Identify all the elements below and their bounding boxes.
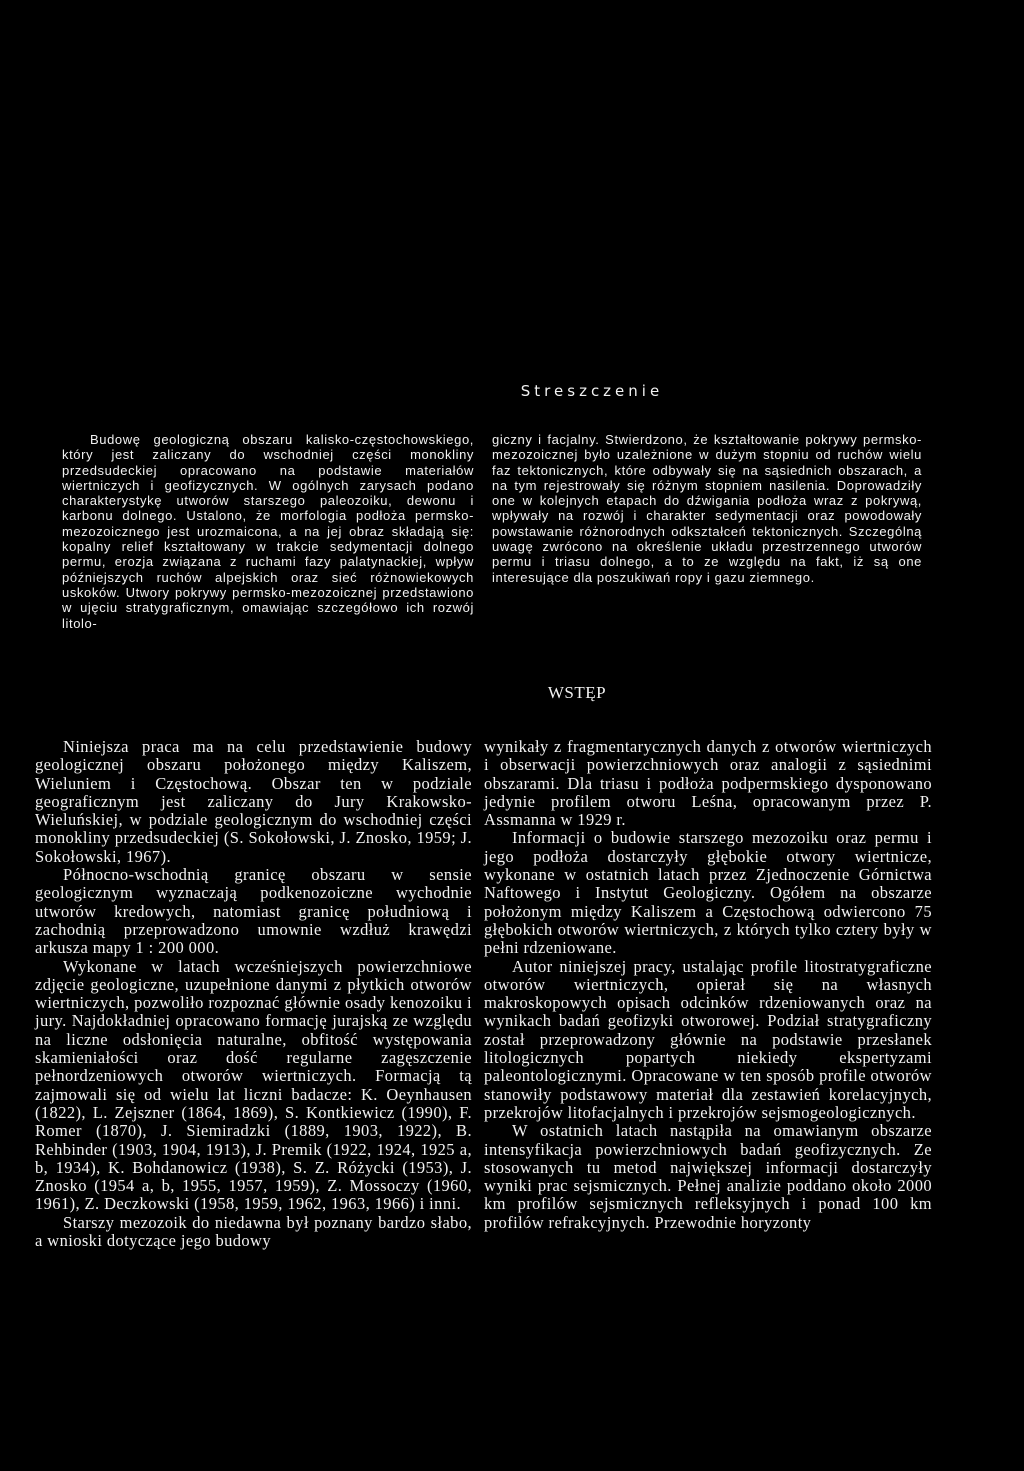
intro-paragraph: Wykonane w latach wcześniejszych powierzchniowe zdjęcie geologiczne, uzupełnione danymi z płytkich otworów wiertniczych, pozwoliło rozpoznać głównie osady kenozoiku i jury. Najdokładniej opracowano formację jurajską ze względu na liczne odsłonięcia naturalne, obfitość występowania skamieniałości oraz dość regularne zagęszczenie pełnordzeniowych otworów wiertniczych. Formacją tą zajmowali się od wielu lat liczni badacze: K. Oeynhausen (1822), L. Zejszner (1864, 1869), S. Kontkiewicz (1990), F. Romer (1870), J. Siemiradzki (1889, 1903, 1922), B. Rehbinder (1903, 1904, 1913), J. Premik (1922, 1924, 1925 a, b, 1934), K. Bohdanowicz (1938), S. Z. Różycki (1953), J. Znosko (1954 a, b, 1955, 1957, 1959), Z. Mossoczy (1960, 1961), Z. Deczkowski (1958, 1959, 1962, 1963, 1966) i inni. — [35, 956, 472, 1214]
intro-heading: WSTĘP — [547, 683, 607, 702]
abstract-right-column — [492, 432, 922, 585]
intro-left-column — [35, 738, 472, 1250]
abstract-heading: Streszczenie — [520, 382, 664, 400]
intro-paragraph: Północno-wschodnią granicę obszaru w sensie geologicznym wyznaczają podkenozoiczne wychodnie utworów kredowych, natomiast granicę południową i zachodnią przeprowadzono umownie wzdłuż krawędzi arkusza mapy 1 : 200 000. — [35, 865, 472, 958]
intro-paragraph: Niniejsza praca ma na celu przedstawienie budowy geologicznej obszaru położonego między Kaliszem, Wieluniem i Częstochową. Obszar ten w podziale geograficznym jest zaliczany do Jury Krakowsko-Wieluńskiej, w podziale geologicznym do wschodniej części monokliny przedsudeckiej (S. Sokołowski, J. Znosko, 1959; J. Sokołowski, 1967). — [35, 737, 472, 866]
intro-paragraph-continuation: wynikały z fragmentarycznych danych z otworów wiertniczych i obserwacji powierzchniowych oraz analogii z sąsiednimi obszarami. Dla triasu i podłoża podpermskiego dysponowano jedynie profilem otworu Leśna, opracowanym przez P. Assmanna w 1929 r. — [484, 737, 932, 830]
abstract-left-column — [62, 432, 474, 631]
abstract-paragraph: Budowę geologiczną obszaru kalisko-częstochowskiego, który jest zaliczany do wschodniej części monokliny przedsudeckiej opracowano na podstawie materiałów wiertniczych i geofizycznych. W ogólnych zarysach podano charakterystykę utworów starszego paleozoiku, dewonu i karbonu dolnego. Ustalono, że morfologia podłoża permsko-mezozoicznego jest urozmaicona, a na jej obraz składają się: kopalny relief kształtowany w trakcie sedymentacji dolnego permu, erozja związana z ruchami fazy palatynackiej, wpływ późniejszych ruchów alpejskich oraz sieć różnowiekowych uskoków. Utwory pokrywy permsko-mezozoicznej przedstawiono w ujęciu stratygraficznym, omawiając szczegółowo ich rozwój litolo- — [62, 432, 474, 631]
intro-right-column — [484, 738, 932, 1232]
intro-paragraph: Starszy mezozoik do niedawna był poznany bardzo słabo, a wnioski dotyczące jego budowy — [35, 1212, 472, 1251]
abstract-paragraph-continuation: giczny i facjalny. Stwierdzono, że kształtowanie pokrywy permsko-mezozoicznej było uzależnione w dużym stopniu od ruchów wielu faz tektonicznych, które odbywały się na sąsiednich obszarach, a na tym rejestrowały się różnym stopniem nasilenia. Doprowadziły one w kolejnych etapach do dźwigania podłoża wraz z pokrywą, wpływały na rozwój i charakter sedymentacji oraz powodowały powstawanie różnorodnych odkształceń tektonicznych. Szczególną uwagę zwrócono na określenie układu przestrzennego utworów permu i triasu dolnego, a to ze względu na fakt, iż są one interesujące dla poszukiwań ropy i gazu ziemnego. — [492, 432, 922, 585]
intro-paragraph: Informacji o budowie starszego mezozoiku oraz permu i jego podłoża dostarczyły głębokie otwory wiertnicze, wykonane w ostatnich latach przez Zjednoczenie Górnictwa Naftowego i Instytut Geologiczny. Ogółem na obszarze położonym między Kaliszem a Częstochową odwiercono 75 głębokich otworów wiertniczych, z których tylko cztery były w pełni rdzeniowane. — [484, 828, 932, 958]
intro-paragraph: Autor niniejszej pracy, ustalając profile litostratygraficzne otworów wiertniczych, opierał się na własnych makroskopowych opisach odcinków rdzeniowanych oraz na wynikach badań geofizyki otworowej. Podział stratygraficzny został przeprowadzony głównie na podstawie przesłanek litologicznych popartych niekiedy ekspertyzami paleontologicznymi. Opracowane w ten sposób profile otworów stanowiły podstawowy materiał dla zestawień korelacyjnych, przekrojów litofacjalnych i przekrojów sejsmogeologicznych. — [484, 956, 932, 1122]
intro-paragraph: W ostatnich latach nastąpiła na omawianym obszarze intensyfikacja powierzchniowych badań geofizycznych. Ze stosowanych tu metod największej informacji dostarczyły wyniki prac sejsmicznych. Pełnej analizie poddano około 2000 km profilów sejsmicznych refleksyjnych i ponad 100 km profilów refrakcyjnych. Przewodnie horyzonty — [484, 1121, 932, 1232]
